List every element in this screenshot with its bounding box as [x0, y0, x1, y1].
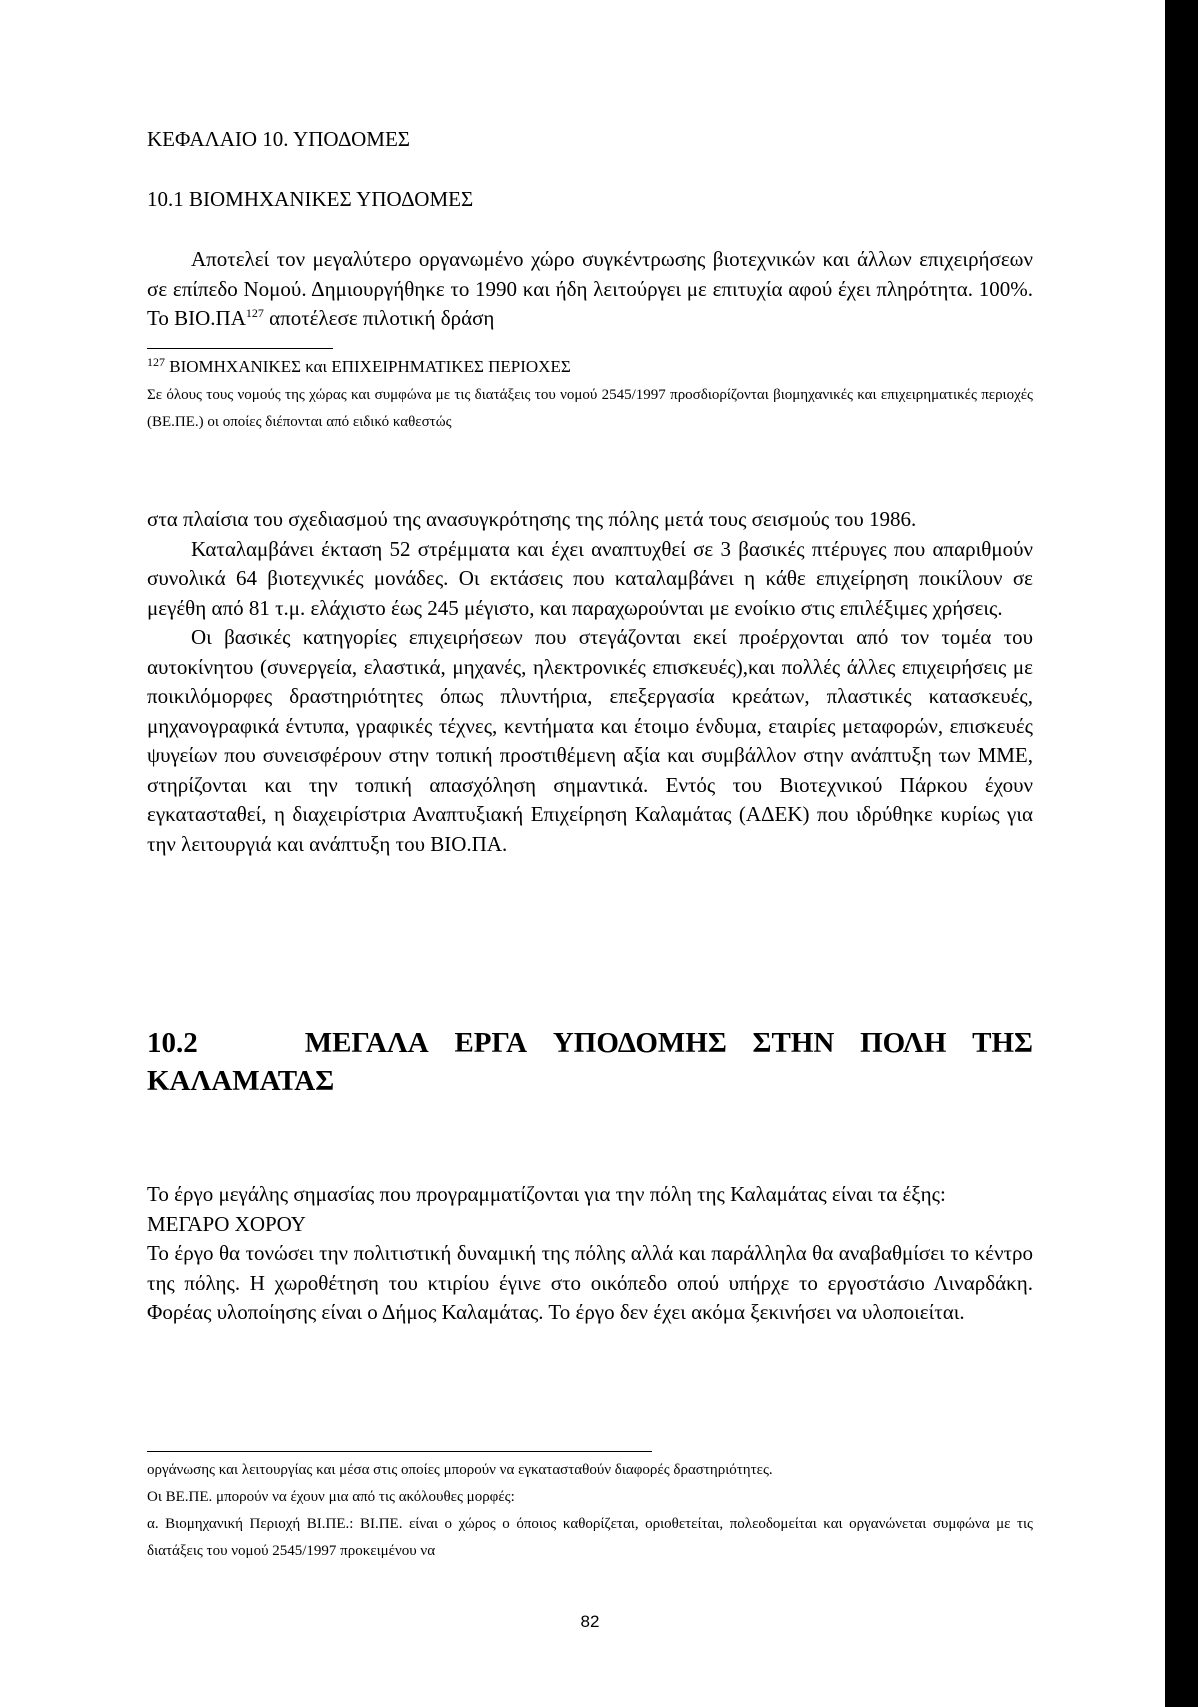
heading-word: ΤΗΣ [972, 1027, 1033, 1059]
section-heading-major-projects [147, 1024, 1033, 1100]
paragraph-categories: Οι βασικές κατηγορίες επιχειρήσεων που στεγάζονται εκεί προέρχονται από τον τομέα του αυτοκίνητου (συνεργεία, ελαστικά, μηχανές, ηλεκτρονικές επισκευές),και πολλές άλλες επιχειρήσεις με ποικιλόμορφες δραστηριότητες όπως πλυντήρια, επεξεργασία κρεάτων, πλαστικές κατασκευές, μηχανογραφικά έντυπα, γραφικές τέχνες, κεντήματα και έτοιμο ένδυμα, εταιρίες μεταφορών, επισκευές ψυγείων που συνεισφέρουν στην τοπική προστιθέμενη αξία και συμβάλλον στην ανάπτυξη των ΜΜΕ, στηρίζονται και την τοπική απασχόληση σημαντικά. Εντός του Βιοτεχνικού Πάρκου έχουν εγκατασταθεί, η διαχειρίστρια Αναπτυξιακή Επιχείρηση Καλαμάτας (ΑΔΕΚ) που ιδρύθηκε κυρίως για την λειτουργιά και ανάπτυξη του ΒΙΟ.ΠΑ. [147, 625, 1033, 856]
paragraph-major-projects [147, 1180, 1033, 1328]
page-number: 82 [580, 1612, 600, 1631]
chapter-heading: ΚΕΦΑΛΑΙΟ 10. ΥΠΟΔΟΜΕΣ [147, 127, 411, 151]
heading-word: ΕΡΓΑ [454, 1027, 528, 1059]
footnote-reference[interactable]: 127 [245, 306, 264, 320]
project-title: ΜΕΓΑΡΟ ΧΟΡΟΥ [147, 1211, 306, 1236]
heading-line [147, 1024, 1033, 1062]
paragraph-text: αποτέλεσε πιλοτική δράση [263, 306, 495, 330]
footnote-title: ΒΙΟΜΗΧΑΝΙΚΕΣ και ΕΠΙΧΕΙΡΗΜΑΤΙΚΕΣ ΠΕΡΙΟΧΕΣ [165, 357, 571, 376]
paragraph-industrial-details [147, 505, 1033, 859]
project-description: Το έργο θα τονώσει την πολιτιστική δυναμική της πόλης αλλά και παράλληλα θα αναβαθμίσει το κέντρο της πόλης. Η χωροθέτηση του κτιρίου έγινε στο οικόπεδο οπού υπήρχε το εργοστάσιο Λιναρδάκη. Φορέας υλοποίησης είναι ο Δήμος Καλαμάτας. Το έργο δεν έχει ακόμα ξεκινήσει να υλοποιείται. [147, 1241, 1033, 1324]
footnote-separator [147, 348, 333, 349]
footnote-line: οργάνωσης και λειτουργίας και μέσα στις οποίες μπορούν να εγκατασταθούν διαφορές δραστηριότητες. [147, 1462, 773, 1478]
footnote-127 [147, 353, 1033, 436]
section-number: 10.2 [147, 1027, 198, 1059]
paragraph-continuation: στα πλαίσια του σχεδιασμού της ανασυγκρότησης της πόλης μετά τους σεισμούς του 1986. [147, 507, 917, 531]
heading-word: ΠΟΛΗ [860, 1027, 947, 1059]
footnote-separator [147, 1451, 652, 1452]
paragraph-text: Αποτελεί τον μεγαλύτερο οργανωμένο χώρο συγκέντρωσης βιοτεχνικών και άλλων επιχειρήσεων σε επίπεδο Νομού. Δημιουργήθηκε το 1990 και ήδη λειτούργει με επιτυχία αφού έχει πληρότητα. 100%. Το ΒΙΟ.ΠΑ [147, 247, 1033, 330]
heading-word: ΜΕΓΑΛΑ [304, 1027, 429, 1059]
footnote-number: 127 [147, 355, 165, 369]
paragraph-intro: Το έργο μεγάλης σημασίας που προγραμματίζονται για την πόλη της Καλαμάτας είναι τα έξης: [147, 1182, 946, 1206]
heading-line: ΚΑΛΑΜΑΤΑΣ [147, 1065, 335, 1097]
paragraph-area: Καταλαμβάνει έκταση 52 στρέμματα και έχει αναπτυχθεί σε 3 βασικές πτέρυγες που απαριθμούν συνολικά 64 βιοτεχνικές μονάδες. Οι εκτάσεις που καταλαμβάνει η κάθε επιχείρηση ποικίλουν σε μεγέθη από 81 τ.μ. ελάχιστο έως 245 μέγιστο, και παραχωρούνται με ενοίκιο στις επιλέξιμες χρήσεις. [147, 536, 1033, 620]
heading-word: ΣΤΗΝ [752, 1027, 835, 1059]
section-heading-industrial: 10.1 ΒΙΟΜΗΧΑΝΙΚΕΣ ΥΠΟΔΟΜΕΣ [147, 187, 474, 211]
footnote-line: Οι ΒΕ.ΠΕ. μπορούν να έχουν μια από τις ακόλουθες μορφές: [147, 1489, 515, 1505]
footnote-continuation [147, 1457, 1033, 1565]
footnote-line: α. Βιομηχανική Περιοχή ΒΙ.ΠΕ.: ΒΙ.ΠΕ. είναι ο χώρος ο όποιος καθορίζεται, οριοθετείται, πολεοδομείται και οργανώνεται συμφώνα με τις διατάξεις του νομού 2545/1997 προκειμένου να [147, 1516, 1033, 1559]
heading-word: ΥΠΟΔΟΜΗΣ [552, 1027, 727, 1059]
footnote-body: Σε όλους τους νομούς της χώρας και συμφώνα με τις διατάξεις του νομού 2545/1997 προσδιορίζονται βιομηχανικές και επιχειρηματικές περιοχές (ΒΕ.ΠΕ.) οι οποίες διέπονται από ειδικό καθεστώς [147, 387, 1033, 430]
paragraph-industrial-park [147, 245, 1033, 334]
